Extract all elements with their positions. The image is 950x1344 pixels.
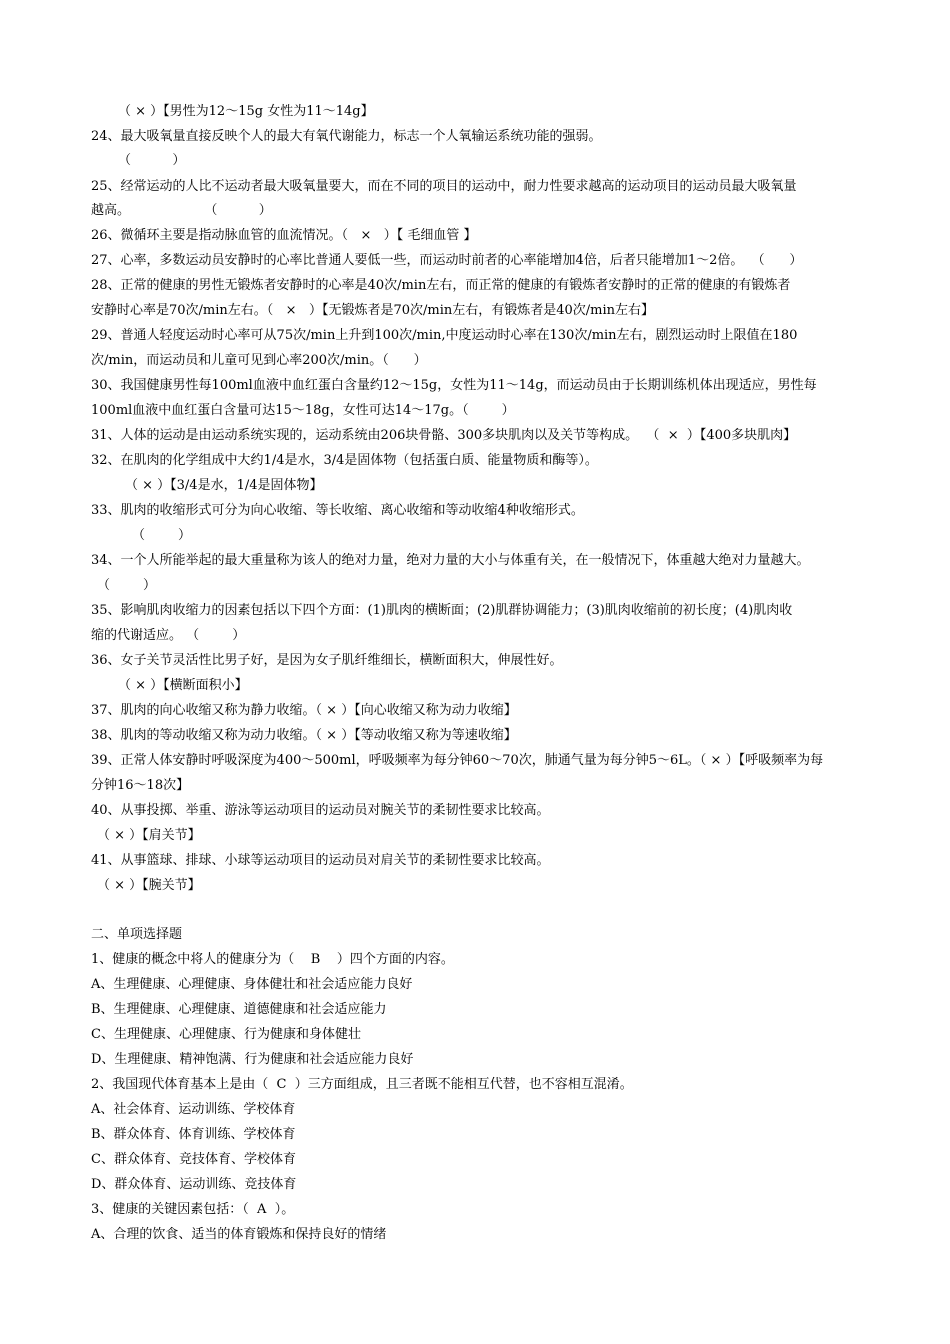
question-25: 25、经常运动的人比不运动者最大吸氧量要大，而在不同的项目的运动中，耐力性要求越高的运动项目的运动员最大吸氧量 bbox=[91, 179, 797, 194]
question-40: 40、从事投掷、举重、游泳等运动项目的运动员对腕关节的柔韧性要求比较高。 bbox=[91, 803, 550, 818]
text-line: （ × ）【腕关节】 bbox=[97, 878, 201, 893]
text-line: （ × ）【3/4是水，1/4是固体物】 bbox=[125, 478, 323, 493]
mc-option: B、群众体育、体育训练、学校体育 bbox=[91, 1127, 296, 1142]
question-29: 29、普通人轻度运动时心率可从75次/min上升到100次/min,中度运动时心率在130次/min左右，剧烈运动时上限值在180 bbox=[91, 328, 798, 343]
mc-option: D、群众体育、运动训练、竞技体育 bbox=[91, 1177, 297, 1192]
question-41: 41、从事篮球、排球、小球等运动项目的运动员对肩关节的柔韧性要求比较高。 bbox=[91, 853, 550, 868]
answer-blank: （ ） bbox=[97, 578, 157, 593]
question-24: 24、最大吸氧量直接反映个人的最大有氧代谢能力，标志一个人氧输运系统功能的强弱。 bbox=[91, 129, 602, 144]
mc-question-3: 3、健康的关键因素包括：（ A ）。 bbox=[91, 1202, 295, 1217]
question-27: 27、心率，多数运动员安静时的心率比普通人要低一些，而运动时前者的心率能增加4倍，后者只能增加1～2倍。 （ ） bbox=[91, 253, 803, 268]
answer-blank: （ ） bbox=[132, 528, 192, 543]
mc-option: D、生理健康、精神饱满、行为健康和社会适应能力良好 bbox=[91, 1052, 414, 1067]
mc-option: A、生理健康、心理健康、身体健壮和社会适应能力良好 bbox=[91, 977, 413, 992]
question-32: 32、在肌肉的化学组成中大约1/4是水，3/4是固体物（包括蛋白质、能量物质和酶等）。 bbox=[91, 453, 598, 468]
question-35: 35、影响肌肉收缩力的因素包括以下四个方面：(1)肌肉的横断面；(2)肌群协调能力；(3)肌肉收缩前的初长度；(4)肌肉收 bbox=[91, 603, 793, 618]
text-line: （ × ）【横断面积小】 bbox=[118, 678, 248, 693]
section-heading: 二、单项选择题 bbox=[91, 927, 183, 942]
question-39: 39、正常人体安静时呼吸深度为400～500ml，呼吸频率为每分钟60～70次，肺通气量为每分钟5～6L。（ × ）【呼吸频率为每 bbox=[91, 753, 824, 768]
text-line: （ × ）【肩关节】 bbox=[97, 828, 201, 843]
question-26: 26、微循环主要是指动脉血管的血流情况。（ × ）【 毛细血管 】 bbox=[91, 228, 477, 243]
question-30: 30、我国健康男性每100ml血液中血红蛋白含量约12～15g，女性为11～14g，而运动员由于长期训练机体出现适应，男性每 bbox=[91, 378, 817, 393]
question-33: 33、肌肉的收缩形式可分为向心收缩、等长收缩、离心收缩和等动收缩4种收缩形式。 bbox=[91, 503, 584, 518]
text-line: 次/min，而运动员和儿童可见到心率200次/min。（ ） bbox=[91, 353, 427, 368]
mc-option: B、生理健康、心理健康、道德健康和社会适应能力 bbox=[91, 1002, 387, 1017]
mc-question-1: 1、健康的概念中将人的健康分为（ B ）四个方面的内容。 bbox=[91, 952, 454, 967]
question-31: 31、人体的运动是由运动系统实现的，运动系统由206块骨骼、300多块肌肉以及关节等构成。 （ × ）【400多块肌肉】 bbox=[91, 428, 797, 443]
question-36: 36、女子关节灵活性比男子好，是因为女子肌纤维细长，横断面积大，伸展性好。 bbox=[91, 653, 563, 668]
text-line: 安静时心率是70次/min左右。（ × ）【无锻炼者是70次/min左右，有锻炼者是40次/min左右】 bbox=[91, 303, 655, 318]
question-38: 38、肌肉的等动收缩又称为动力收缩。（ × ）【等动收缩又称为等速收缩】 bbox=[91, 728, 517, 743]
question-34: 34、一个人所能举起的最大重量称为该人的绝对力量，绝对力量的大小与体重有关，在一般情况下，体重越大绝对力量越大。 bbox=[91, 553, 810, 568]
mc-question-2: 2、我国现代体育基本上是由（ C ）三方面组成，且三者既不能相互代替，也不容相互混淆。 bbox=[91, 1077, 633, 1092]
text-line: 100ml血液中血红蛋白含量可达15～18g，女性可达14～17g。（ ） bbox=[91, 403, 515, 418]
mc-option: A、社会体育、运动训练、学校体育 bbox=[91, 1102, 296, 1117]
text-line: 缩的代谢适应。 （ ） bbox=[91, 628, 246, 643]
mc-option: C、生理健康、心理健康、行为健康和身体健壮 bbox=[91, 1027, 361, 1042]
text-line: 越高。 （ ） bbox=[91, 203, 272, 218]
answer-blank: （ ） bbox=[118, 153, 186, 168]
text-line: 分钟16～18次】 bbox=[91, 778, 190, 793]
text-line: （ × ）【男性为12～15g 女性为11～14g】 bbox=[118, 104, 374, 119]
mc-option: C、群众体育、竞技体育、学校体育 bbox=[91, 1152, 296, 1167]
question-37: 37、肌肉的向心收缩又称为静力收缩。（ × ）【向心收缩又称为动力收缩】 bbox=[91, 703, 517, 718]
mc-option: A、合理的饮食、适当的体育锻炼和保持良好的情绪 bbox=[91, 1227, 387, 1242]
question-28: 28、正常的健康的男性无锻炼者安静时的心率是40次/min左右，而正常的健康的有锻炼者安静时的正常的健康的有锻炼者 bbox=[91, 278, 791, 293]
